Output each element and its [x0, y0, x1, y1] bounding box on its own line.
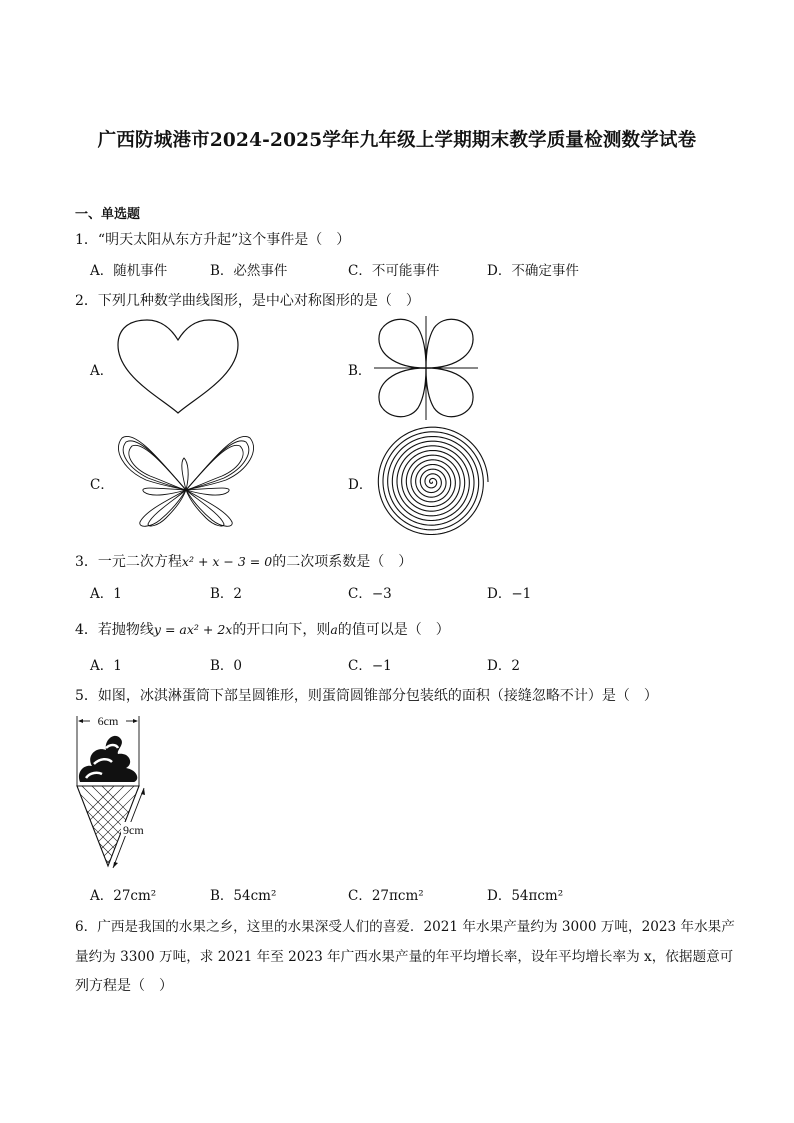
- q2-label-b[interactable]: B．: [348, 363, 372, 379]
- q4-stem-mid: 的开口向下，则: [232, 622, 331, 638]
- question-3-stem: [75, 551, 412, 571]
- q3-option-a[interactable]: A．1: [90, 586, 122, 602]
- q4-variable: a: [330, 622, 338, 637]
- q1-option-a[interactable]: A．随机事件: [90, 263, 168, 279]
- section-heading: 一、单选题: [75, 207, 141, 222]
- q5-option-a[interactable]: A．27cm²: [90, 888, 157, 904]
- spiral-curve: [378, 427, 488, 534]
- q3-equation: x² + x − 3 = 0: [181, 554, 273, 569]
- q4-option-d[interactable]: D．2: [487, 658, 520, 674]
- heart-curve-figure: [116, 318, 240, 416]
- q2-label-a[interactable]: A．: [90, 363, 114, 379]
- q4-equation: y = ax² + 2x: [153, 622, 233, 637]
- q2-label-d[interactable]: D．: [348, 477, 373, 493]
- q2-label-c[interactable]: C．: [90, 477, 114, 493]
- q4-option-b[interactable]: B．0: [210, 658, 243, 674]
- question-6-line-1: 6．广西是我国的水果之乡，这里的水果深受人们的喜爱．2021 年水果产量约为 3000 万吨，2023 年水果产: [75, 919, 735, 935]
- cone-slant-label: 9cm: [123, 823, 144, 837]
- q4-option-c[interactable]: C．−1: [348, 658, 392, 674]
- question-4-stem: [75, 619, 450, 639]
- q5-option-b[interactable]: B．54cm²: [210, 888, 277, 904]
- q3-option-d[interactable]: D．−1: [487, 586, 532, 602]
- spiral-figure: [374, 424, 490, 540]
- question-6-line-2: 量约为 3300 万吨，求 2021 年至 2023 年广西水果产量的年平均增长率，设年平均增长率为 x，依据题意可: [75, 949, 734, 965]
- q3-option-b[interactable]: B．2: [210, 586, 243, 602]
- question-6-line-3: 列方程是（ ）: [75, 978, 173, 994]
- four-petal-rose-figure: [374, 316, 478, 420]
- q3-stem-pre: 3．一元二次方程: [75, 554, 182, 570]
- q1-option-c[interactable]: C．不可能事件: [348, 263, 440, 279]
- q3-stem-post: 的二次项系数是（ ）: [272, 554, 413, 570]
- q4-stem-post: 的值可以是（ ）: [337, 622, 450, 638]
- question-2-stem: 2．下列几种数学曲线图形，是中心对称图形的是（ ）: [75, 293, 420, 309]
- question-1-stem: 1．“明天太阳从东方升起”这个事件是（ ）: [75, 232, 351, 248]
- q4-stem-pre: 4．若抛物线: [75, 622, 154, 638]
- q3-option-c[interactable]: C．−3: [348, 586, 392, 602]
- q5-option-c[interactable]: C．27πcm²: [348, 888, 424, 904]
- ice-cream-cone-figure: [72, 712, 162, 874]
- cone-width-label: 6cm: [97, 714, 119, 728]
- butterfly-curve-figure: [116, 428, 256, 528]
- q1-option-d[interactable]: D．不确定事件: [487, 263, 579, 279]
- q4-option-a[interactable]: A．1: [90, 658, 122, 674]
- q1-option-b[interactable]: B．必然事件: [210, 263, 288, 279]
- question-5-stem: 5．如图，冰淇淋蛋筒下部呈圆锥形，则蛋筒圆锥部分包装纸的面积（接缝忽略不计）是（ ）: [75, 688, 658, 704]
- q5-option-d[interactable]: D．54πcm²: [487, 888, 564, 904]
- page-title: 广西防城港市2024-2025学年九年级上学期期末教学质量检测数学试卷: [97, 130, 697, 151]
